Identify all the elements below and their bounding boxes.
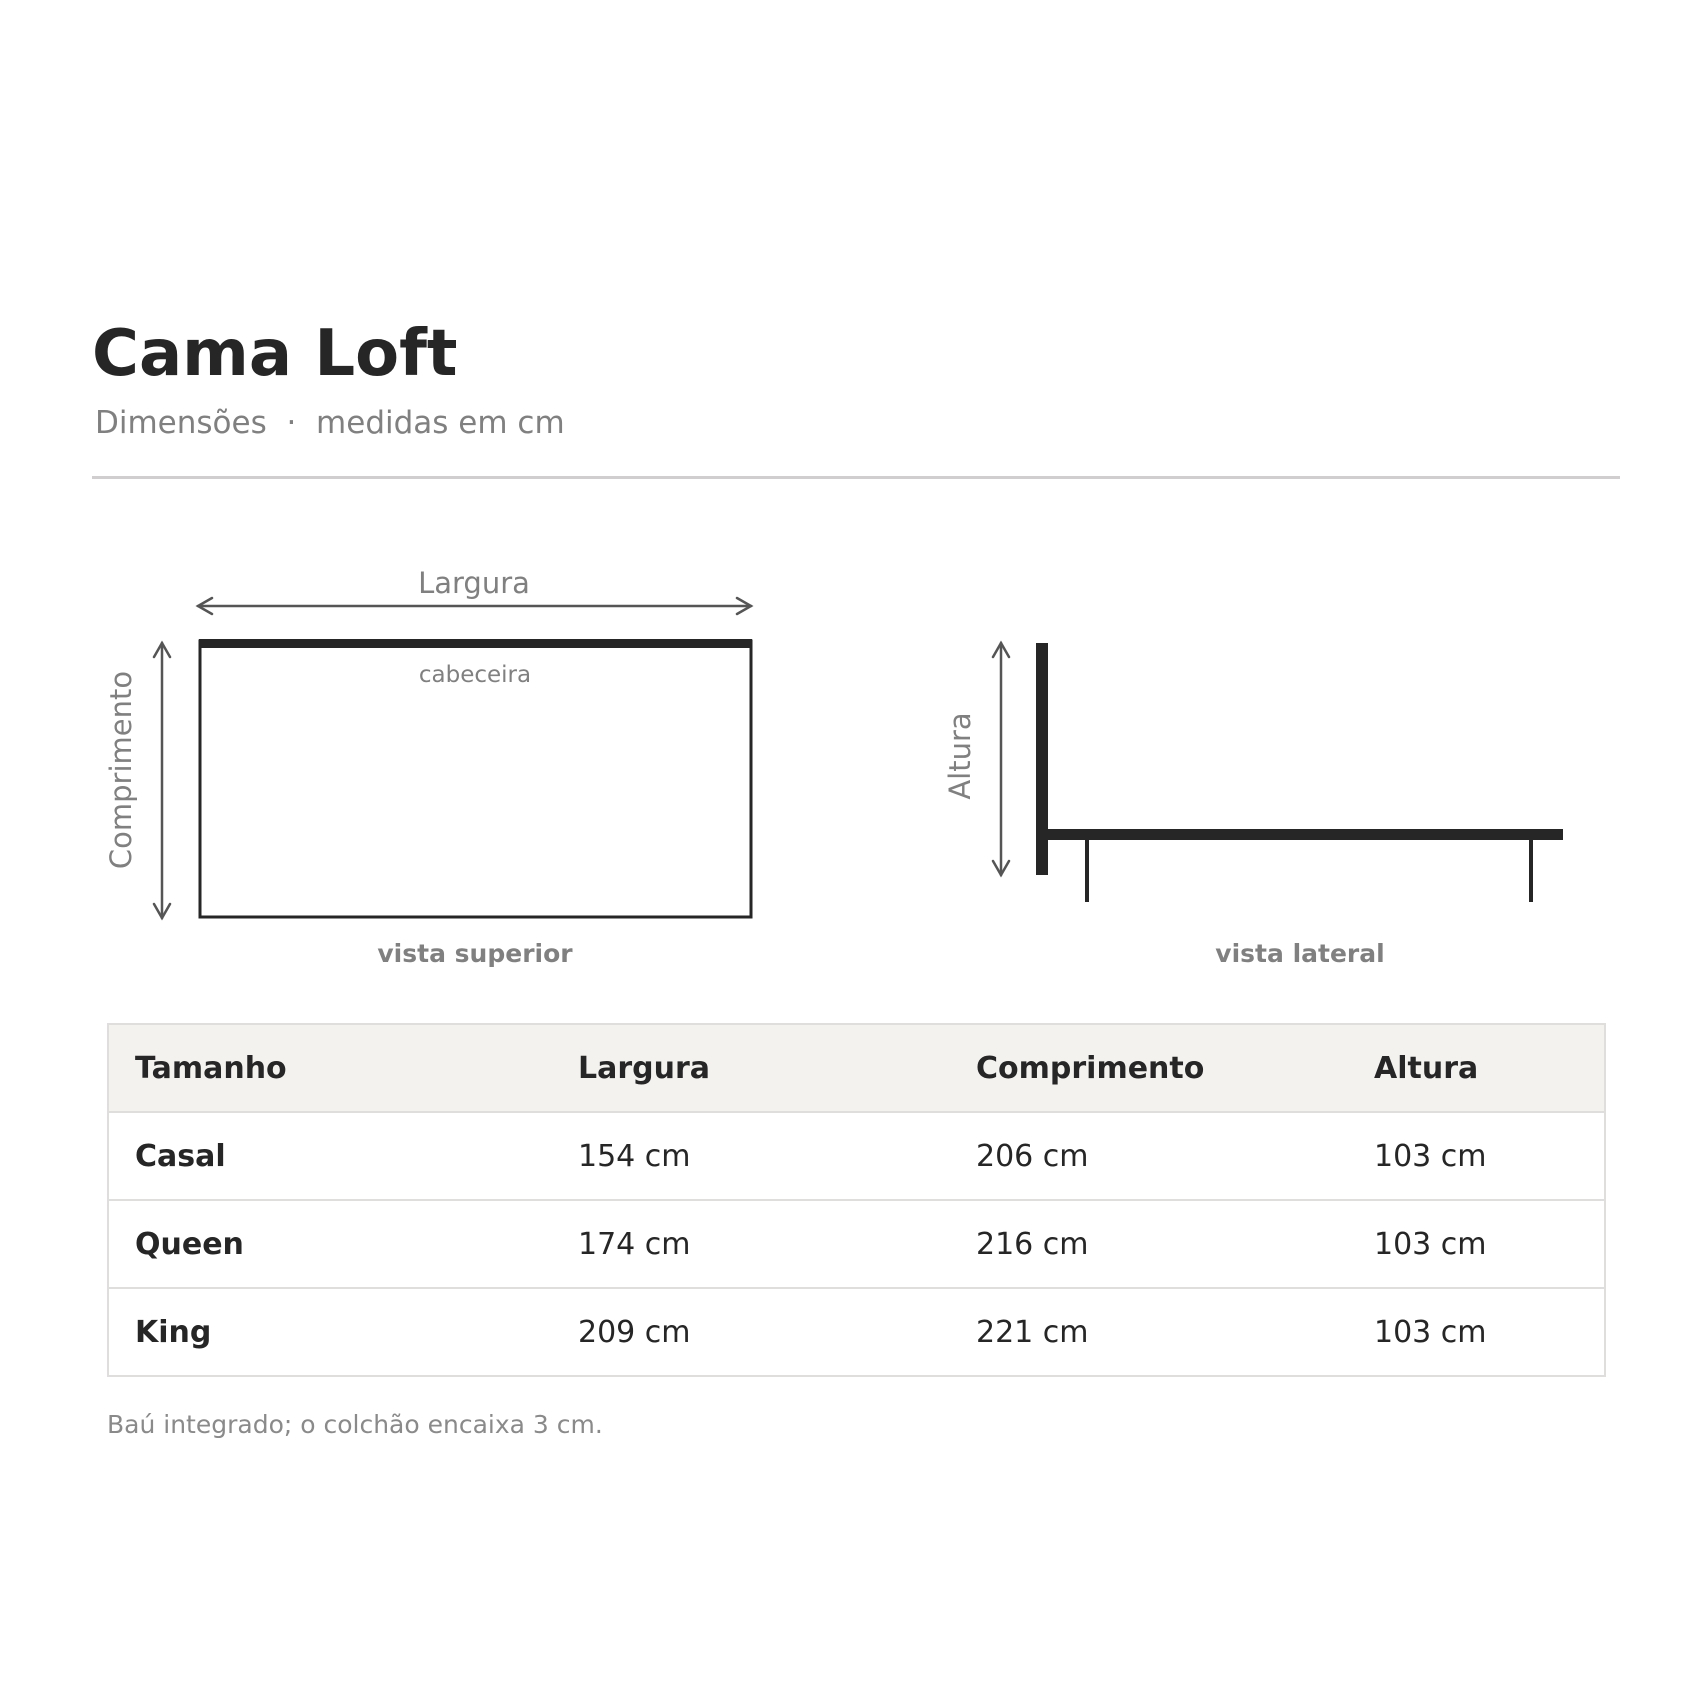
col-header-size: Tamanho [108, 1024, 552, 1112]
dimensions-table-container [107, 1023, 1604, 1377]
bed-frame-profile [1046, 829, 1563, 840]
footnote: Baú integrado; o colchão encaixa 3 cm. [107, 1410, 603, 1439]
table-row [108, 1112, 1605, 1200]
width-dimension-arrow [198, 598, 751, 614]
headboard-label: cabeceira [418, 662, 532, 688]
dimensions-table [107, 1023, 1606, 1377]
col-header-length: Comprimento [950, 1024, 1348, 1112]
subtitle-units: medidas em cm [316, 405, 565, 441]
side-view-caption: vista lateral [1215, 939, 1385, 968]
cell-width: 154 cm [552, 1112, 950, 1200]
cell-size: King [108, 1288, 552, 1376]
cell-width: 174 cm [552, 1200, 950, 1288]
subtitle-separator: · [286, 405, 297, 441]
cell-width: 209 cm [552, 1288, 950, 1376]
subtitle-section: Dimensões [95, 405, 267, 441]
col-header-height: Altura [1348, 1024, 1605, 1112]
cell-size: Casal [108, 1112, 552, 1200]
col-header-width: Largura [552, 1024, 950, 1112]
cell-length: 206 cm [950, 1112, 1348, 1200]
top-view-caption: vista superior [377, 939, 573, 968]
cell-length: 221 cm [950, 1288, 1348, 1376]
width-label: Largura [418, 566, 530, 600]
table-row [108, 1288, 1605, 1376]
cell-height: 103 cm [1348, 1200, 1605, 1288]
front-leg [1085, 838, 1089, 902]
table-row [108, 1200, 1605, 1288]
side-view [943, 643, 1563, 968]
table-header-row [108, 1024, 1605, 1112]
height-dimension-arrow [993, 643, 1009, 875]
headboard-profile [1036, 643, 1048, 875]
length-dimension-arrow [154, 643, 170, 918]
cell-length: 216 cm [950, 1200, 1348, 1288]
headboard-bar [199, 639, 752, 648]
cell-height: 103 cm [1348, 1288, 1605, 1376]
rear-leg [1529, 838, 1533, 902]
cell-size: Queen [108, 1200, 552, 1288]
height-label: Altura [943, 712, 977, 800]
top-view [104, 566, 752, 968]
page-title: Cama Loft [92, 317, 458, 391]
cell-height: 103 cm [1348, 1112, 1605, 1200]
length-label: Comprimento [104, 670, 138, 870]
